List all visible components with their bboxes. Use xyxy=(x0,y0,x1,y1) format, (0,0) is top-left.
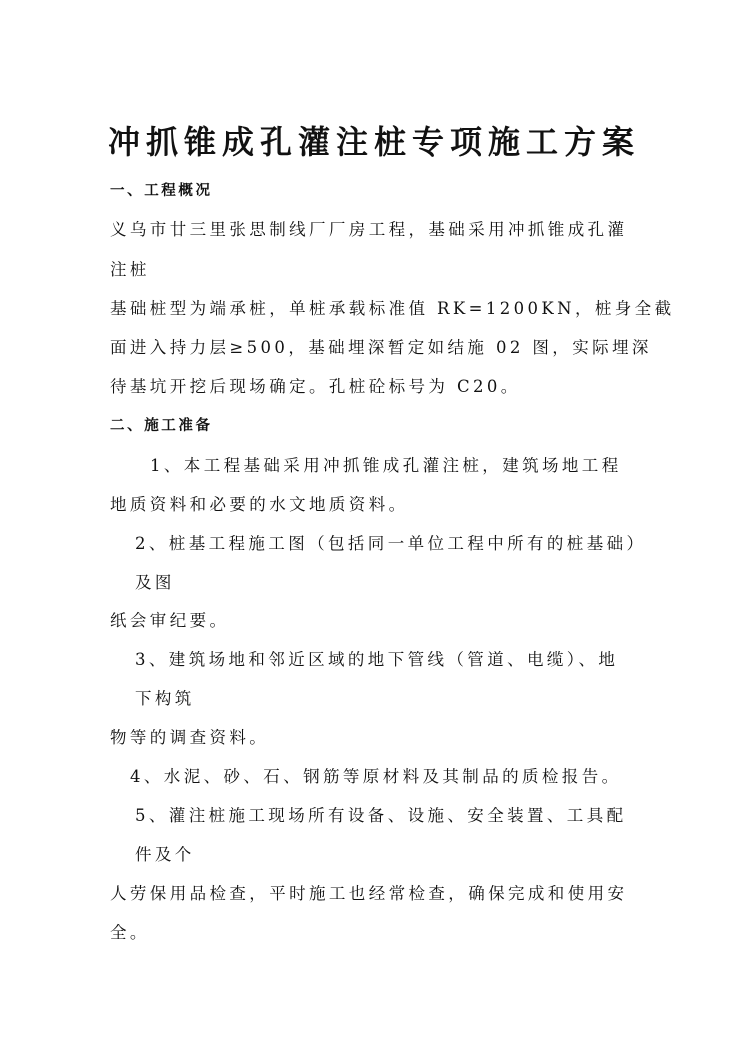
section-heading-overview: 一、工程概况 xyxy=(110,182,213,199)
paragraph-line: 4、水泥、砂、石、钢筋等原材料及其制品的质检报告。 xyxy=(130,767,622,786)
paragraph-line: 全。 xyxy=(110,923,150,942)
paragraph-line: 义乌市廿三里张思制线厂厂房工程，基础采用冲抓锥成孔灌 xyxy=(110,220,628,239)
paragraph-line: 待基坑开挖后现场确定。孔桩砼标号为 C20。 xyxy=(110,377,521,396)
paragraph-line: 3、建筑场地和邻近区域的地下管线（管道、电缆）、地 xyxy=(135,650,619,669)
paragraph-line: 注桩 xyxy=(110,260,150,279)
paragraph-line: 下构筑 xyxy=(135,689,195,708)
paragraph-line: 纸会审纪要。 xyxy=(110,611,230,630)
section-heading-preparation: 二、施工准备 xyxy=(110,417,213,434)
paragraph-line: 及图 xyxy=(135,573,175,592)
paragraph-line: 5、灌注桩施工现场所有设备、设施、安全装置、工具配 xyxy=(135,806,627,825)
document-title: 冲抓锥成孔灌注桩专项施工方案 xyxy=(108,123,641,161)
paragraph-line: 人劳保用品检查，平时施工也经常检查，确保完成和使用安 xyxy=(110,884,628,903)
paragraph-line: 2、桩基工程施工图（包括同一单位工程中所有的桩基础） xyxy=(135,534,647,553)
paragraph-line: 面进入持力层≥500，基础埋深暂定如结施 02 图，实际埋深 xyxy=(110,338,652,357)
paragraph-line: 地质资料和必要的水文地质资料。 xyxy=(110,495,409,514)
paragraph-line: 基础桩型为端承桩，单桩承载标准值 RK=1200KN，桩身全截 xyxy=(110,299,675,318)
paragraph-line: 件及个 xyxy=(135,845,195,864)
paragraph-line: 1、本工程基础采用冲抓锥成孔灌注桩，建筑场地工程 xyxy=(150,456,622,475)
paragraph-line: 物等的调查资料。 xyxy=(110,728,270,747)
